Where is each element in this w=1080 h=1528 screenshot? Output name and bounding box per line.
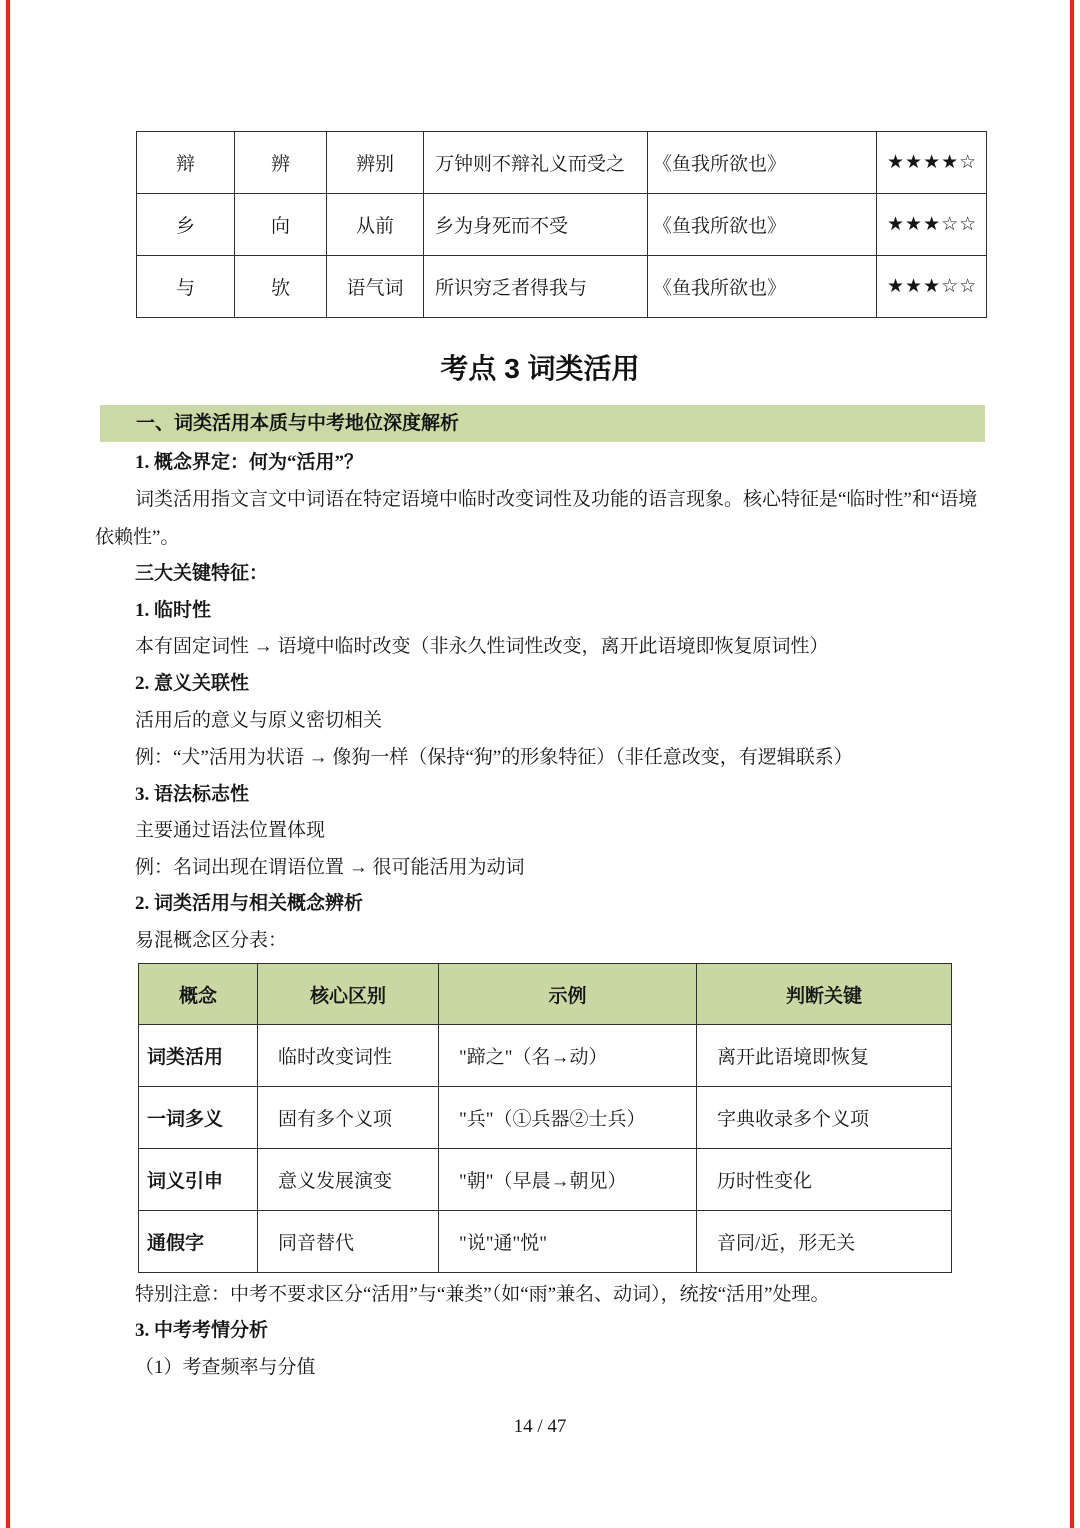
table-header-row <box>139 964 952 1025</box>
source-text: 《鱼我所欲也》 <box>648 194 877 256</box>
concept-table-intro: 易混概念区分表： <box>135 930 288 951</box>
heading-grammar-marker: 3. 语法标志性 <box>135 784 250 805</box>
meaning-relation-example: 例：“犬”活用为状语 → 像狗一样（保持“狗”的形象特征）（非任意改变，有逻辑联系） <box>135 747 853 768</box>
core-difference: 固有多个义项 <box>258 1087 439 1149</box>
paragraph-definition-line1: 词类活用指文言文中词语在特定语境中临时改变词性及功能的语言现象。核心特征是“临时性”和“语境 <box>135 489 978 510</box>
star-rating: ★★★★☆ <box>877 132 987 194</box>
star-rating: ★★★☆☆ <box>877 256 987 318</box>
judgment-key: 历时性变化 <box>697 1149 952 1211</box>
core-difference: 临时改变词性 <box>258 1025 439 1087</box>
core-difference: 意义发展演变 <box>258 1149 439 1211</box>
char-substitute: 辨 <box>235 132 327 194</box>
char-original: 乡 <box>137 194 235 256</box>
table-row <box>137 132 987 194</box>
judgment-key: 字典收录多个义项 <box>697 1087 952 1149</box>
char-substitute: 欤 <box>235 256 327 318</box>
column-header: 示例 <box>439 964 697 1025</box>
char-meaning: 辨别 <box>327 132 424 194</box>
example: "朝"（早晨→朝见） <box>439 1149 697 1211</box>
judgment-key: 音同/近，形无关 <box>697 1211 952 1273</box>
char-original: 辩 <box>137 132 235 194</box>
concept-name: 词类活用 <box>139 1025 258 1087</box>
heading-concept-definition: 1. 概念界定：何为“活用”？ <box>135 452 364 473</box>
concept-name: 一词多义 <box>139 1087 258 1149</box>
grammar-marker-example: 例：名词出现在谓语位置 → 很可能活用为动词 <box>135 857 525 878</box>
page-border-right <box>1070 0 1074 1528</box>
word-comparison-table <box>136 131 987 318</box>
table-row <box>139 1211 952 1273</box>
concept-name: 词义引申 <box>139 1149 258 1211</box>
table-row <box>139 1025 952 1087</box>
table-row <box>139 1087 952 1149</box>
example: "说"通"悦" <box>439 1211 697 1273</box>
grammar-marker-description: 主要通过语法位置体现 <box>135 820 326 841</box>
char-meaning: 语气词 <box>327 256 424 318</box>
heading-three-key-features: 三大关键特征： <box>135 563 269 584</box>
core-difference: 同音替代 <box>258 1211 439 1273</box>
page-title: 考点 3 词类活用 <box>440 353 640 384</box>
table-row <box>137 256 987 318</box>
example-sentence: 所识穷乏者得我与 <box>424 256 648 318</box>
heading-temporality: 1. 临时性 <box>135 600 212 621</box>
temporality-description: 本有固定词性 → 语境中临时改变（非永久性词性改变，离开此语境即恢复原词性） <box>135 636 829 657</box>
paragraph-definition-line2: 依赖性”。 <box>95 527 180 548</box>
heading-concept-discrimination: 2. 词类活用与相关概念辨析 <box>135 893 364 914</box>
special-note: 特别注意：中考不要求区分“活用”与“兼类”（如“雨”兼名、动词），统按“活用”处理。 <box>135 1284 830 1305</box>
table-row <box>139 1149 952 1211</box>
example-sentence: 万钟则不辩礼义而受之 <box>424 132 648 194</box>
exam-frequency-subhead: （1）考查频率与分值 <box>135 1357 316 1378</box>
judgment-key: 离开此语境即恢复 <box>697 1025 952 1087</box>
star-rating: ★★★☆☆ <box>877 194 987 256</box>
example: "兵"（①兵器②士兵） <box>439 1087 697 1149</box>
heading-exam-analysis: 3. 中考考情分析 <box>135 1320 269 1341</box>
table-row <box>137 194 987 256</box>
meaning-relation-description: 活用后的意义与原义密切相关 <box>135 710 383 731</box>
heading-meaning-relation: 2. 意义关联性 <box>135 673 250 694</box>
example-sentence: 乡为身死而不受 <box>424 194 648 256</box>
concept-name: 通假字 <box>139 1211 258 1273</box>
column-header: 核心区别 <box>258 964 439 1025</box>
concept-discrimination-table <box>138 963 952 1273</box>
char-original: 与 <box>137 256 235 318</box>
column-header: 判断关键 <box>697 964 952 1025</box>
char-meaning: 从前 <box>327 194 424 256</box>
source-text: 《鱼我所欲也》 <box>648 256 877 318</box>
column-header: 概念 <box>139 964 258 1025</box>
example: "蹄之"（名→动） <box>439 1025 697 1087</box>
char-substitute: 向 <box>235 194 327 256</box>
page-number: 14 / 47 <box>513 1416 567 1437</box>
section-banner: 一、词类活用本质与中考地位深度解析 <box>100 405 985 442</box>
source-text: 《鱼我所欲也》 <box>648 132 877 194</box>
page-border-left <box>6 0 10 1528</box>
